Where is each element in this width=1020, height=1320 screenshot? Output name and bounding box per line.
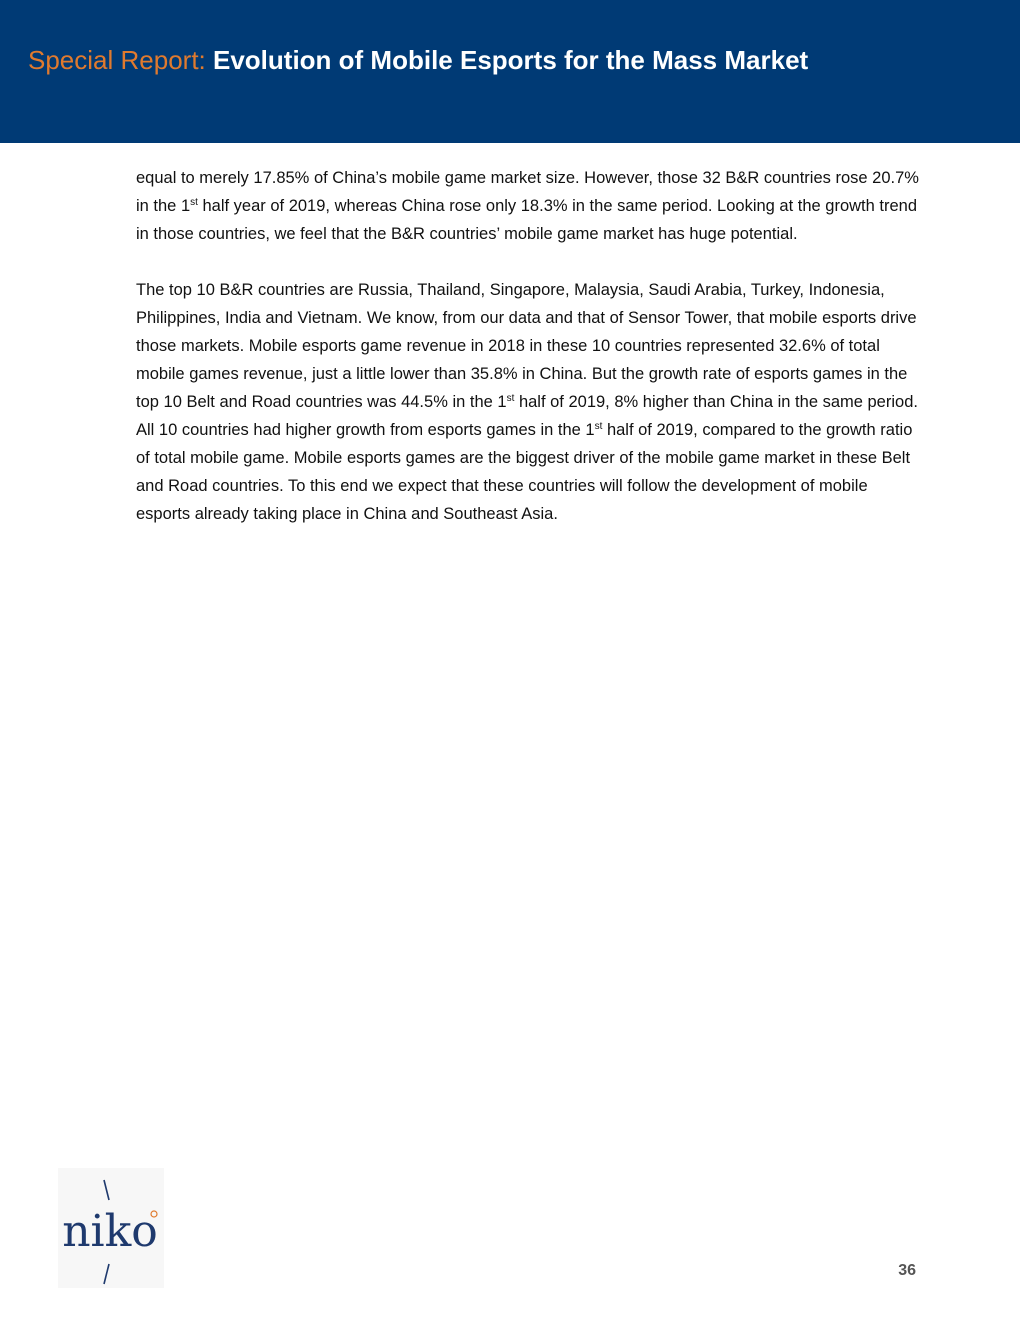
page-number: 36 — [898, 1262, 916, 1279]
paragraph-2-text-c: half of 2019, compared to the growth ratio of total mobile game. Mobile esports games are the biggest driver of the mobile game market in these Belt and Road countries. To this end we expect that these countries will follow the development of mobile esports already taking place in China and Southeast Asia. — [136, 421, 913, 523]
ordinal-suffix: st — [506, 393, 515, 404]
niko-logo — [58, 1168, 164, 1288]
report-title-main: Evolution of Mobile Esports for the Mass Market — [213, 45, 809, 75]
ordinal-suffix: st — [190, 197, 198, 208]
report-title-label: Special Report: — [28, 45, 206, 75]
body-text — [136, 164, 922, 556]
paragraph-1-text-b: half year of 2019, whereas China rose only 18.3% in the same period. Looking at the growth trend in those countries, we feel that the B&R countries’ mobile game market has huge potential. — [136, 197, 918, 243]
paragraph-2-text-b: half of 2019, 8% higher than China in the same period. All 10 countries had higher growth from esports games in the 1 — [136, 393, 918, 439]
logo-wordmark: niko — [62, 1206, 158, 1257]
report-title — [28, 44, 808, 76]
paragraph-2 — [136, 276, 922, 528]
paragraph-1 — [136, 164, 922, 248]
report-header-banner — [0, 0, 1020, 143]
ordinal-suffix: st — [594, 421, 603, 432]
paragraph-2-text-a: The top 10 B&R countries are Russia, Thailand, Singapore, Malaysia, Saudi Arabia, Turkey, Indonesia, Philippines, India and Vietnam. We know, from our data and that of Sensor Tower, that mobile esports drive those markets. Mobile esports game revenue in 2018 in these 10 countries represented 32.6% of total mobile games revenue, just a little lower than 35.8% in China. But the growth rate of esports games in the top 10 Belt and Road countries was 44.5% in the 1 — [136, 281, 917, 411]
paragraph-1-text-a: equal to merely 17.85% of China’s mobile game market size. However, those 32 B&R countries rose 20.7% in the 1 — [136, 169, 919, 215]
